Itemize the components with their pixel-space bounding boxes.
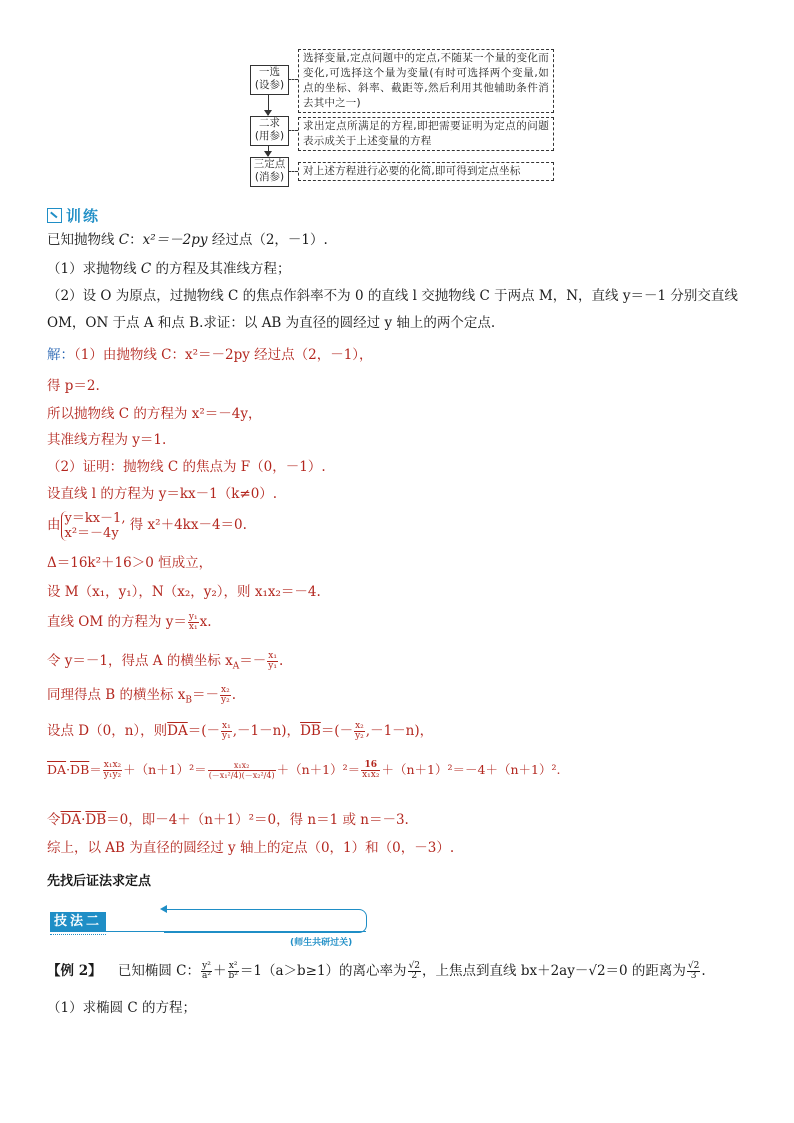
technique-tag: 技法二 (50, 912, 106, 932)
flow-step-2-description: 求出定点所满足的方程,即把需要证明为定点的问题表示成关于上述变量的方程 (298, 117, 554, 151)
solution-step-3: 所以抛物线 C 的方程为 x²＝－4y， (47, 406, 262, 422)
flow-arrow-1 (268, 94, 269, 115)
training-icon (47, 208, 62, 223)
problem-part-2-line-1: （2）设 O 为原点，过抛物线 C 的焦点作斜率不为 0 的直线 l 交抛物线 C 于两点 M，N，直线 y＝－1 分别交直线 (47, 288, 738, 304)
flow-step-1-subtitle: (设参) (254, 79, 285, 91)
solution-step-14: $\overline{DA}\cdot\overline{DB}=$ $\frac{\text{x₁x₂}}{\text{y₁y₂}}$ ＋（n＋1）²＝ $\frac{\text{x₁x₂}}{\text{(－x₁²/4)(－x₂²/4)}}$ ＋（n＋1）²＝ $\frac{16}{\text{x₁x₂}}$ ＋（n＋1）²＝－4＋（n＋1）². (47, 760, 561, 780)
flow-step-3-subtitle: (消参) (254, 171, 285, 183)
example-2-statement: 【例 2】 已知椭圆 C： $\frac{\text{y²}}{\text{a²}}$ ＋ $\frac{\text{x²}}{\text{b²}}$ ＝1（a＞b≥1）的离心率为 $\frac{√2}{2}$ ，上焦点到直线 bx＋2ay－√2＝0 的距离为 $\frac{√2}{3}$ . (47, 961, 706, 981)
flow-arrow-2 (268, 145, 269, 156)
flow-connector-2 (288, 130, 298, 131)
technique-underline (106, 931, 366, 932)
solution-step-4: 其准线方程为 y＝1. (47, 432, 167, 448)
example-2-part-1: （1）求椭圆 C 的方程； (47, 1000, 197, 1016)
flow-step-3-box (250, 157, 289, 187)
solution-step-8: Δ＝16k²＋16＞0 恒成立， (47, 555, 213, 571)
training-heading (47, 205, 100, 226)
solution-step-5: （2）证明：抛物线 C 的焦点为 F（0，－1）. (47, 459, 326, 475)
solution-step-2: 得 p＝2. (47, 378, 100, 394)
solution-label: 解： (47, 347, 74, 363)
example-label: 【例 2】 (47, 963, 102, 979)
solution-step-9: 设 M（x₁，y₁），N（x₂，y₂），则 x₁x₂＝－4. (47, 584, 321, 600)
solution-step-13: 设点 D（0，n），则$\overline{DA}=(-$ $\frac{\text{x₁}}{\text{y₁}}$ ,－1－n)，$\overline{DB}=(-$ $\frac{\text{x₂}}{\text{y₂}}$ ,－1－n)， (47, 721, 434, 741)
problem-part-1: （1）求抛物线 C 的方程及其准线方程； (47, 261, 291, 277)
technique-note: (师生共研过关) (290, 938, 353, 948)
problem-part-2-line-2: OM，ON 于点 A 和点 B.求证：以 AB 为直径的圆经过 y 轴上的两个定点. (47, 315, 496, 331)
solution-step-10: 直线 OM 的方程为 y＝ $\frac{\text{y₁}}{\text{x₁}}$ x. (47, 612, 212, 632)
flow-step-1-title: 一选 (259, 66, 280, 78)
solution-step-12: 同理得点 B 的横坐标 $x_B=-$ $\frac{\text{x₂}}{\text{y₂}}$ . (47, 685, 237, 706)
solution-conclusion: 综上，以 AB 为直径的圆经过 y 轴上的定点（0，1）和（0，－3）. (47, 840, 455, 856)
solution-step-15: 令$\overline{DA}\cdot\overline{DB}=0$，即－4＋（n＋1）²＝0，得 n＝1 或 n＝－3. (47, 812, 409, 828)
technique-frame (164, 909, 367, 933)
solution-step-11: 令 y＝－1，得点 A 的横坐标 $x_A=-$ $\frac{\text{x₁}}{\text{y₁}}$ . (47, 651, 284, 672)
flow-step-2-subtitle: (用参) (254, 130, 285, 142)
flow-connector-1 (288, 79, 298, 80)
solution-step-6: 设直线 l 的方程为 y＝kx－1（k≠0）. (47, 486, 278, 502)
solution-step-7: 由 y＝kx－1, x²＝－4y 得 x²＋4kx－4＝0. (47, 510, 247, 541)
problem-statement: 已知抛物线 C：x²＝－2py 经过点（2，－1）. (47, 232, 328, 248)
training-title: 训练 (66, 207, 101, 225)
flow-step-1-description: 选择变量,定点问题中的定点,不随某一个量的变化而变化,可选择这个量为变量(有时可选择两个变量,如点的坐标、斜率、截距等,然后利用其他辅助条件消去其中之一) (298, 49, 554, 113)
flow-step-2-box (250, 116, 289, 146)
flow-step-3-title: 三定点 (253, 158, 286, 170)
summary-heading: 先找后证法求定点 (47, 874, 152, 889)
solution-step-1: 解：（1）由抛物线 C：x²＝－2py 经过点（2，－1）， (47, 347, 373, 363)
flow-connector-3 (288, 171, 298, 172)
flow-step-2-title: 二求 (259, 117, 280, 129)
equation-system: y＝kx－1, x²＝－4y (61, 511, 126, 541)
flow-step-1-box (250, 65, 289, 95)
flow-step-3-description: 对上述方程进行必要的化简,即可得到定点坐标 (298, 162, 554, 181)
